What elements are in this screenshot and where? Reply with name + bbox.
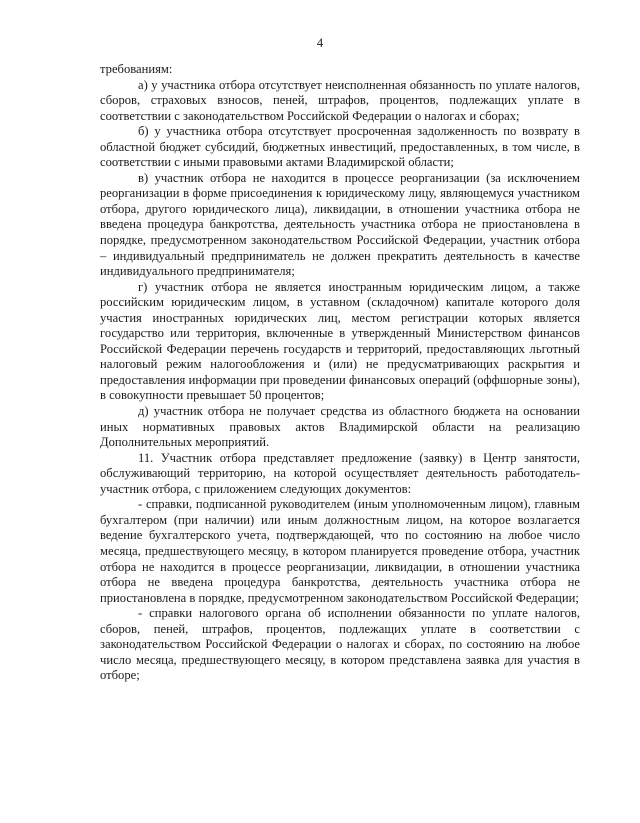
paragraph-section-11: 11. Участник отбора представляет предложение (заявку) в Центр занятости, обслуживающий территорию, на которой осуществляет деятельность работодатель-участник отбора, с приложением следующих документов: (100, 450, 580, 496)
paragraph-item-d: д) участник отбора не получает средства из областного бюджета на основании иных нормативных правовых актов Владимирской области на реализацию Дополнительных мероприятий. (100, 404, 580, 450)
paragraph-item-g: г) участник отбора не является иностранным юридическим лицом, а также российским юридическим лицом, в уставном (складочном) капитале которого доля участия иностранных юридических лиц, местом регистрации которых является государство или территория, включенные в утвержденный Министерством финансов Российской Федерации перечень государств и территорий, предоставляющих льготный налоговый режим налогообложения и (или) не предусматривающих раскрытия и предоставления информации при проведении финансовых операций (оффшорные зоны), в совокупности превышает 50 процентов; (100, 279, 580, 403)
paragraph-requirements-intro: требованиям: (100, 62, 173, 76)
paragraph-item-b: б) у участника отбора отсутствует просроченная задолженность по возврату в областной бюджет субсидий, бюджетных инвестиций, предоставленных, в том числе, в соответствии с иными правовыми актами Владимирской области; (100, 124, 580, 170)
document-body (100, 62, 580, 684)
paragraph-item-v: в) участник отбора не находится в процессе реорганизации (за исключением реорганизации в форме присоединения к юридическому лицу, являющемуся участником отбора, другого юридического лица), ликвидации, в отношении участника отбора не введена процедура банкротства, деятельность участника отбора не приостановлена в порядке, предусмотренном законодательством Российской Федерации, участник отбора – индивидуальный предприниматель не должен прекратить деятельность в качестве индивидуального предпринимателя; (100, 170, 580, 279)
page-number: 4 (316, 36, 324, 50)
paragraph-document-tax-certificate: - справки налогового органа об исполнении обязанности по уплате налогов, сборов, пеней, штрафов, процентов, подлежащих уплате в соответствии с законодательством Российской Федерации о налогах и сборах, по состоянию на любое число месяца, предшествующего месяцу, в котором представлена заявка для участия в отборе; (100, 606, 580, 683)
paragraph-item-a: а) у участника отбора отсутствует неисполненная обязанность по уплате налогов, сборов, страховых взносов, пеней, штрафов, процентов, подлежащих уплате в соответствии с законодательством Российской Федерации о налогах и сборах; (100, 77, 580, 123)
paragraph-document-certificate: - справки, подписанной руководителем (иным уполномоченным лицом), главным бухгалтером (при наличии) или иным должностным лицом, на которое возлагается ведение бухгалтерского учета, подтверждающей, что по состоянию на любое число месяца, предшествующего месяцу, в котором планируется проведение отбора, участник отбора не находится в процессе реорганизации, ликвидации, в отношении участника отбора не введена процедура банкротства, деятельность участника отбора не приостановлена в порядке, предусмотренном законодательством Российской Федерации; (100, 497, 580, 605)
